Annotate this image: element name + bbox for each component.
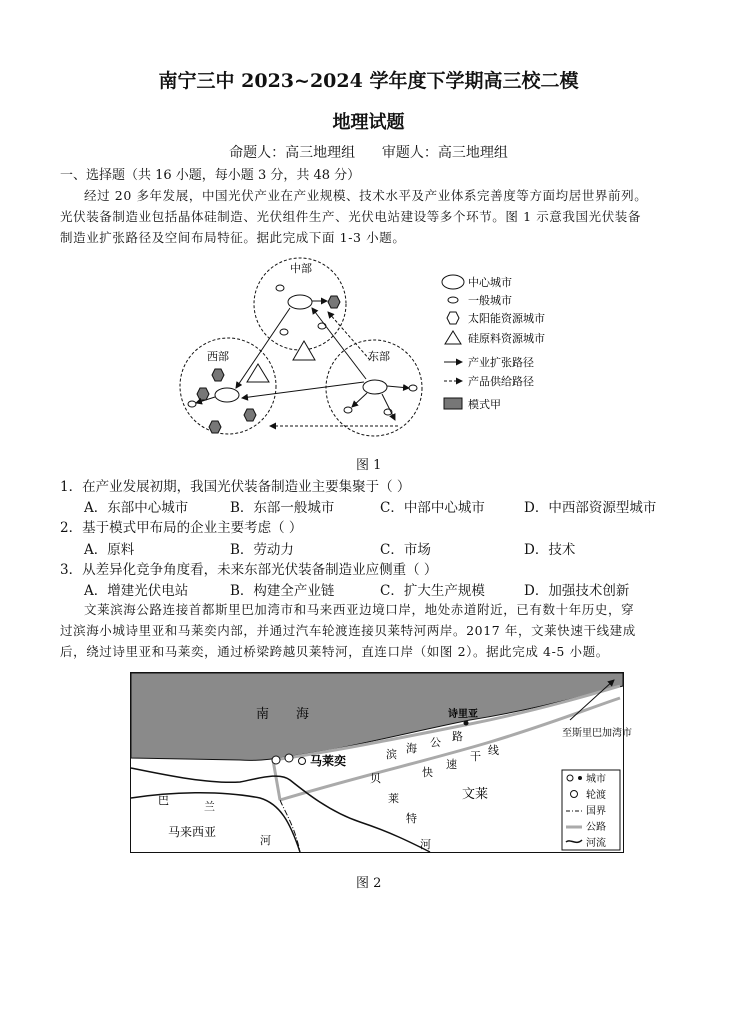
intro-line-1: 经过 20 多年发展，中国光伏产业在产业规模、技术水平及产业体系完善度等方面均居世界前列。 bbox=[84, 188, 648, 203]
section-heading: 一、选择题（共 16 小题，每小题 3 分，共 48 分） bbox=[60, 168, 361, 183]
belait-1: 贝 bbox=[370, 772, 381, 785]
q1-option-d: D．中西部资源型城市 bbox=[524, 500, 657, 516]
baram-1: 巴 bbox=[158, 794, 169, 807]
coast-road-4: 路 bbox=[452, 730, 463, 743]
intro2-line-2: 过滨海小城诗里亚和马莱奕内部，并通过汽车轮渡连接贝莱特河两岸。2017 年，文莱快速干线建成 bbox=[60, 623, 636, 638]
authors-line: 命题人：高三地理组 审题人：高三地理组 bbox=[229, 145, 508, 161]
sea-label-2: 海 bbox=[296, 707, 310, 722]
q3-option-d: D．加强技术创新 bbox=[524, 583, 630, 599]
q2-option-b: B．劳动力 bbox=[230, 542, 294, 558]
baram-3: 河 bbox=[260, 834, 271, 847]
q1-option-c: C．中部中心城市 bbox=[380, 500, 485, 516]
region-west: 西部 bbox=[207, 350, 229, 363]
legend1-center-city: 中心城市 bbox=[468, 276, 512, 289]
expressway-1: 快 bbox=[422, 766, 433, 779]
subject-title: 地理试题 bbox=[332, 112, 405, 133]
intro-line-3: 制造业扩张路径及空间布局特征。据此完成下面 1-3 小题。 bbox=[60, 230, 406, 245]
q2-option-a: A．原料 bbox=[84, 542, 135, 558]
q1-stem: 1．在产业发展初期，我国光伏装备制造业主要集聚于（ ） bbox=[60, 479, 411, 495]
q2-stem: 2．基于模式甲布局的企业主要考虑（ ） bbox=[60, 520, 303, 536]
label-malaysia: 马来西亚 bbox=[168, 825, 217, 839]
baram-2: 兰 bbox=[204, 800, 215, 813]
belait-4: 河 bbox=[420, 838, 431, 851]
q3-option-c: C．扩大生产规模 bbox=[380, 583, 485, 599]
q3-option-a: A．增建光伏电站 bbox=[84, 583, 189, 599]
belait-3: 特 bbox=[406, 812, 417, 825]
city-seria: 诗里亚 bbox=[448, 709, 478, 720]
legend1-silicon-city: 硅原料资源城市 bbox=[468, 332, 545, 345]
intro2-line-3: 后，绕过诗里亚和马莱奕，通过桥梁跨越贝莱特河，直连口岸（如图 2）。据此完成 4-5 小题。 bbox=[60, 644, 609, 659]
belait-2: 莱 bbox=[388, 792, 399, 805]
central-center-city bbox=[288, 295, 312, 309]
exam-title: 南宁三中 2023~2024 学年度下学期高三校二模 bbox=[158, 70, 579, 92]
coast-road-1: 滨 bbox=[386, 748, 397, 761]
figure1-diagram bbox=[170, 252, 580, 448]
intro-line-2: 光伏装备制造业包括晶体硅制造、光伏组件生产、光伏电站建设等多个环节。图 1 示意我国光伏装备 bbox=[60, 209, 642, 224]
figure2-map bbox=[130, 672, 632, 854]
expressway-2: 速 bbox=[446, 758, 457, 771]
legend1-general-city: 一般城市 bbox=[468, 294, 512, 307]
city-kuala-belait: 马莱奕 bbox=[310, 754, 347, 768]
legend1-expansion-path: 产业扩张路径 bbox=[468, 356, 534, 369]
region-east: 东部 bbox=[368, 350, 390, 363]
east-center-city bbox=[363, 380, 387, 394]
to-bsb: 至斯里巴加湾市 bbox=[562, 728, 632, 739]
label-brunei: 文莱 bbox=[462, 787, 489, 802]
legend2-border: 国界 bbox=[586, 806, 606, 817]
sea-label-1: 南 bbox=[256, 707, 270, 722]
expressway-4: 线 bbox=[488, 744, 499, 757]
q2-option-c: C．市场 bbox=[380, 542, 431, 558]
legend1-solar-city: 太阳能资源城市 bbox=[468, 312, 545, 325]
figure2-caption: 图 2 bbox=[356, 876, 382, 891]
legend2-city: 城市 bbox=[586, 774, 606, 785]
expressway-3: 干 bbox=[470, 750, 481, 763]
coast-road-2: 海 bbox=[406, 742, 417, 755]
legend1-mode-a: 模式甲 bbox=[468, 398, 501, 411]
q3-option-b: B．构建全产业链 bbox=[230, 583, 335, 599]
q1-option-a: A．东部中心城市 bbox=[84, 500, 189, 516]
legend2-ferry: 轮渡 bbox=[586, 790, 606, 801]
figure1-caption: 图 1 bbox=[356, 458, 382, 473]
q3-stem: 3．从差异化竞争角度看，未来东部光伏装备制造业应侧重（ ） bbox=[60, 562, 438, 578]
west-center-city bbox=[215, 388, 239, 402]
coast-road-3: 公 bbox=[430, 736, 441, 749]
intro2-line-1: 文莱滨海公路连接首都斯里巴加湾市和马来西亚边境口岸，地处赤道附近，已有数十年历史，穿 bbox=[84, 602, 635, 617]
legend2-road: 公路 bbox=[586, 822, 606, 833]
q1-option-b: B．东部一般城市 bbox=[230, 500, 335, 516]
legend2-river: 河流 bbox=[586, 838, 606, 849]
legend1-supply-path: 产品供给路径 bbox=[468, 375, 534, 388]
q2-option-d: D．技术 bbox=[524, 542, 576, 558]
region-central: 中部 bbox=[290, 262, 312, 275]
